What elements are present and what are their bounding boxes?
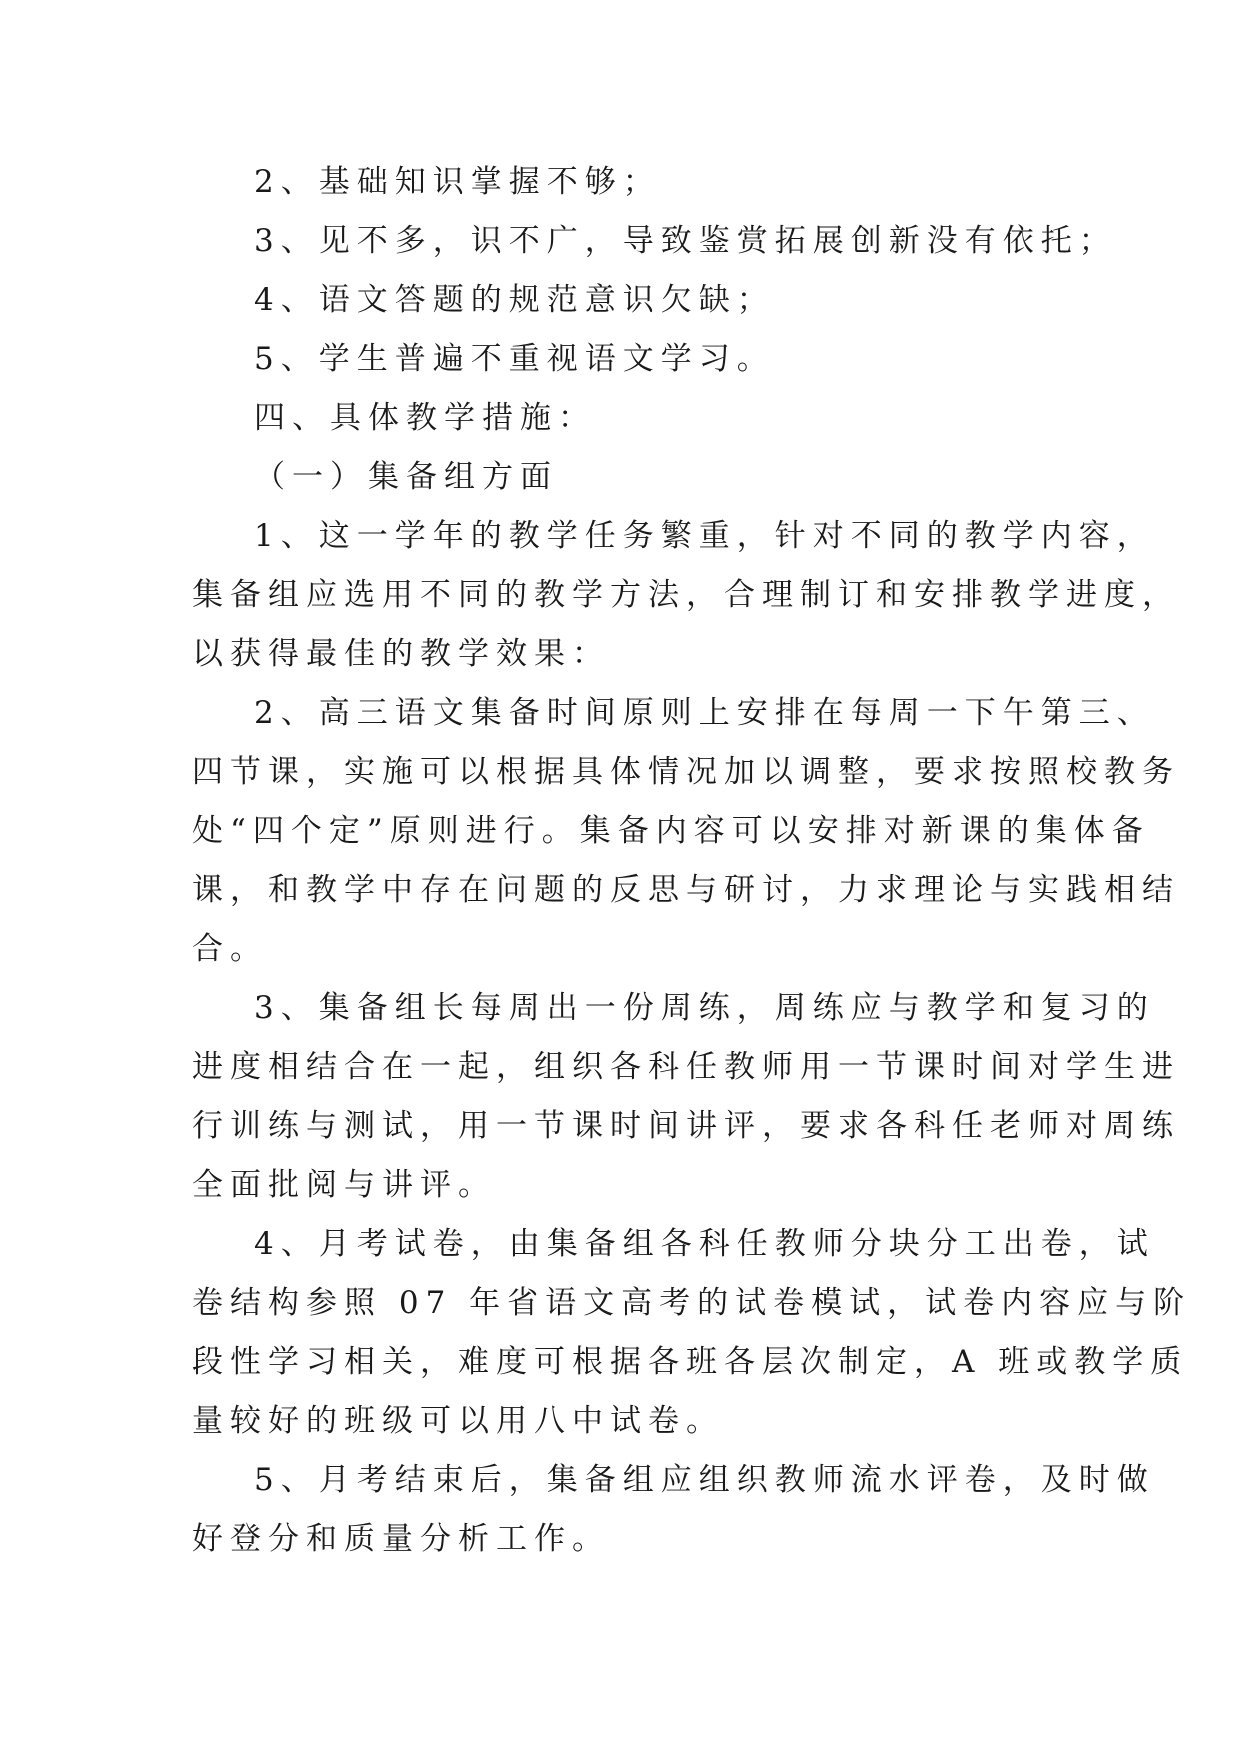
paragraph-1-line-2: 集备组应选用不同的教学方法，合理制订和安排教学进度， <box>192 577 1180 613</box>
list-item-2: 2、基础知识掌握不够； <box>254 164 661 200</box>
paragraph-4-line-1: 4、月考试卷，由集备组各科任教师分块分工出卷，试 <box>254 1226 1155 1262</box>
paragraph-1-line-1: 1、这一学年的教学任务繁重，针对不同的教学内容， <box>254 518 1155 554</box>
subsection-heading: （一）集备组方面 <box>254 459 558 495</box>
paragraph-2-line-1: 2、高三语文集备时间原则上安排在每周一下午第三、 <box>254 695 1155 731</box>
paragraph-4-line-3: 段性学习相关，难度可根据各班各层次制定，A 班或教学质 <box>192 1344 1189 1380</box>
paragraph-3-line-3: 行训练与测试，用一节课时间讲评，要求各科任老师对周练 <box>192 1108 1180 1144</box>
paragraph-3-line-4: 全面批阅与讲评。 <box>192 1167 496 1203</box>
paragraph-2-line-3: 处“四个定”原则进行。集备内容可以安排对新课的集体备 <box>192 813 1150 849</box>
paragraph-5-line-2: 好登分和质量分析工作。 <box>192 1521 610 1557</box>
list-item-4: 4、语文答题的规范意识欠缺； <box>254 282 775 318</box>
paragraph-4-line-2: 卷结构参照 07 年省语文高考的试卷模试，试卷内容应与阶 <box>192 1285 1192 1321</box>
paragraph-3-line-2: 进度相结合在一起，组织各科任教师用一节课时间对学生进 <box>192 1049 1180 1085</box>
list-item-5: 5、学生普遍不重视语文学习。 <box>254 341 775 377</box>
paragraph-2-line-2: 四节课，实施可以根据具体情况加以调整，要求按照校教务 <box>192 754 1180 790</box>
paragraph-2-line-5: 合。 <box>192 931 268 967</box>
paragraph-4-line-4: 量较好的班级可以用八中试卷。 <box>192 1403 724 1439</box>
paragraph-1-line-3: 以获得最佳的教学效果： <box>192 636 610 672</box>
paragraph-5-line-1: 5、月考结束后，集备组应组织教师流水评卷，及时做 <box>254 1462 1155 1498</box>
paragraph-3-line-1: 3、集备组长每周出一份周练，周练应与教学和复习的 <box>254 990 1155 1026</box>
list-item-3: 3、见不多，识不广，导致鉴赏拓展创新没有依托； <box>254 223 1117 259</box>
paragraph-2-line-4: 课，和教学中存在问题的反思与研讨，力求理论与实践相结 <box>192 872 1180 908</box>
section-heading: 四、具体教学措施： <box>254 400 596 436</box>
